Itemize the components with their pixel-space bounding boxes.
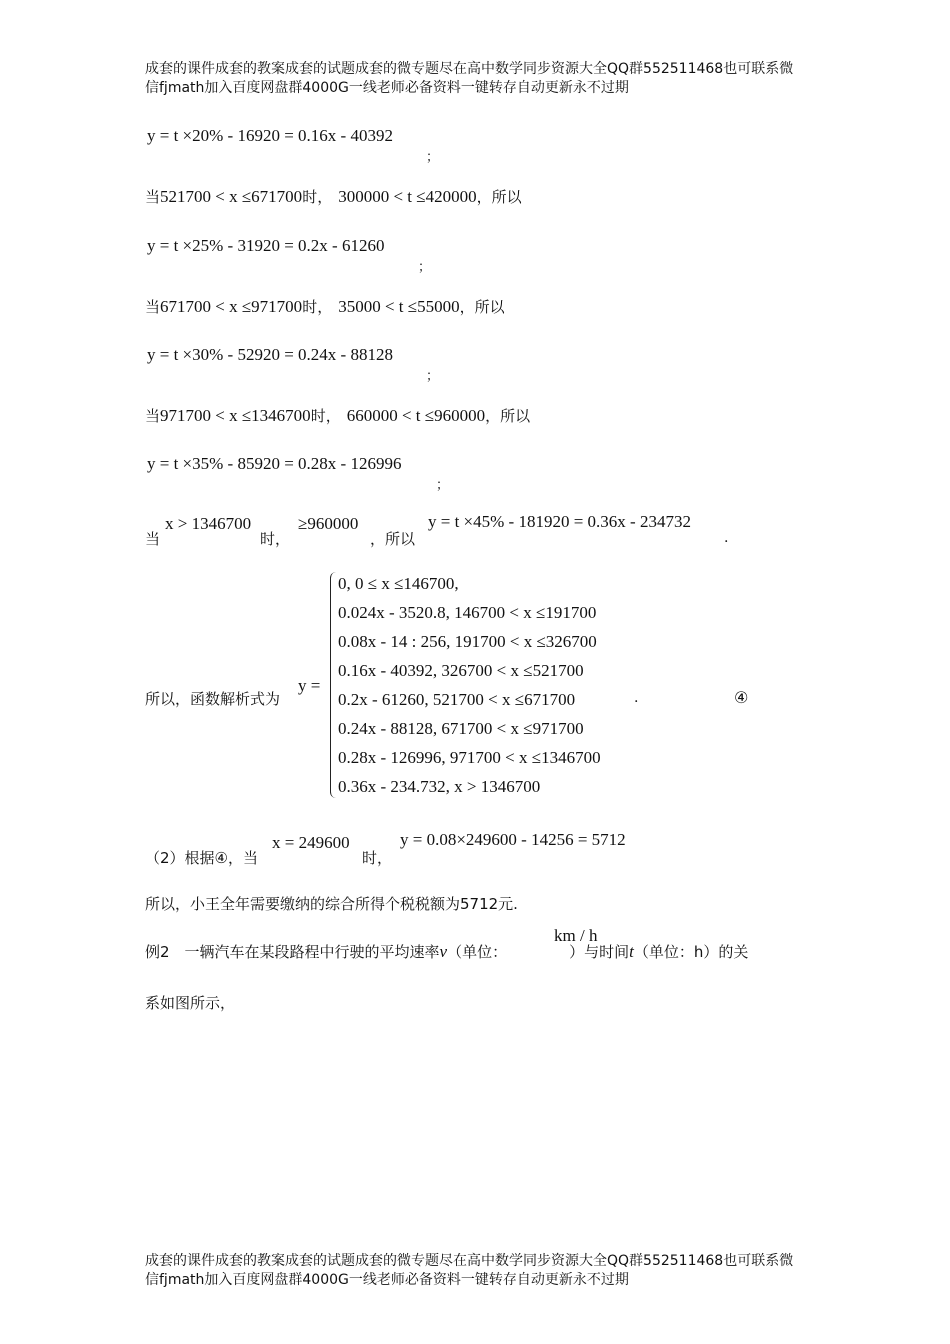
cond3-math2: 35000 < t ≤55000 xyxy=(338,297,460,316)
page-footer xyxy=(145,1252,815,1290)
cond2-prefix: 当 xyxy=(145,188,161,206)
part2-math: x = 249600 xyxy=(272,833,350,852)
cond3-suffix: ，所以 xyxy=(459,298,505,316)
equation-3: y = t ×30% - 52920 = 0.24x - 88128 xyxy=(147,345,393,364)
condition-3 xyxy=(145,296,505,317)
ex2-text-c: ）与时间 xyxy=(569,943,630,961)
cond2-mid: 时， xyxy=(302,188,333,206)
example-2-line-2: 系如图所示， xyxy=(145,994,236,1012)
cond2-suffix: ，所以 xyxy=(476,188,522,206)
piecewise-case-8: 0.36x - 234.732, x > 1346700 xyxy=(338,777,541,796)
piecewise-case-1: 0, 0 ≤ x ≤146700, xyxy=(338,574,459,593)
piecewise-case-7: 0.28x - 126996, 971700 < x ≤1346700 xyxy=(338,748,601,767)
condition-4 xyxy=(145,405,530,426)
footer-line-1: 成套的课件成套的教案成套的试题成套的微专题尽在高中数学同步资源大全QQ群552511468也可联系微 xyxy=(145,1253,794,1269)
piecewise-case-6: 0.24x - 88128, 671700 < x ≤971700 xyxy=(338,719,584,738)
cond5-mid: 时， xyxy=(260,530,291,548)
cond4-prefix: 当 xyxy=(145,407,161,425)
semicolon-4: ； xyxy=(436,478,450,493)
header-line-2: 信fjmath加入百度网盘群4000G一线老师必备资料一键转存自动更新永不过期 xyxy=(145,80,629,96)
cond5-math: x > 1346700 xyxy=(165,514,252,533)
part2-prefix: （2）根据④，当 xyxy=(145,849,258,867)
piecewise-case-5: 0.2x - 61260, 521700 < x ≤671700 xyxy=(338,690,576,709)
example-2-line-1 xyxy=(145,941,748,962)
semicolon-2: ； xyxy=(418,260,432,275)
ex2-v: v xyxy=(439,942,448,961)
conclusion: 所以，小王全年需要缴纳的综合所得个税税额为5712元. xyxy=(145,895,518,913)
circled-number-4: ④ xyxy=(734,688,749,707)
piecewise-function xyxy=(330,572,650,802)
semicolon-3: ； xyxy=(426,369,440,384)
cond5-math2: ≥960000 xyxy=(298,514,359,533)
equation-2: y = t ×25% - 31920 = 0.2x - 61260 xyxy=(147,236,385,255)
piecewise-case-3: 0.08x - 14 : 256, 191700 < x ≤326700 xyxy=(338,632,597,651)
cond4-math2: 660000 < t ≤960000 xyxy=(346,406,486,425)
page-header xyxy=(145,60,815,98)
cond4-suffix: ，所以 xyxy=(485,407,531,425)
ex2-text-b: （单位： xyxy=(447,943,508,961)
cond5-suffix: ，所以 xyxy=(370,530,416,548)
piecewise-case-4: 0.16x - 40392, 326700 < x ≤521700 xyxy=(338,661,584,680)
cond4-math: 971700 < x ≤1346700 xyxy=(160,406,311,425)
ex2-text-d: （单位：h）的关 xyxy=(633,943,749,961)
left-brace xyxy=(330,572,337,798)
ex2-t: t xyxy=(629,942,634,961)
ex2-text-a: 例2 一辆汽车在某段路程中行驶的平均速率 xyxy=(145,943,440,961)
cond5-prefix: 当 xyxy=(145,530,161,548)
cond5-equation: y = t ×45% - 181920 = 0.36x - 234732 xyxy=(428,512,691,531)
piecewise-case-2: 0.024x - 3520.8, 146700 < x ≤191700 xyxy=(338,603,597,622)
part2-equation: y = 0.08×249600 - 14256 = 5712 xyxy=(400,830,626,849)
header-line-1: 成套的课件成套的教案成套的试题成套的微专题尽在高中数学同步资源大全QQ群552511468也可联系微 xyxy=(145,61,794,77)
cond3-prefix: 当 xyxy=(145,298,161,316)
cond3-mid: 时， xyxy=(302,298,333,316)
semicolon-1: ； xyxy=(426,150,440,165)
cond2-math2: 300000 < t ≤420000 xyxy=(338,187,477,206)
condition-2 xyxy=(145,186,522,207)
equation-1: y = t ×20% - 16920 = 0.16x - 40392 xyxy=(147,126,393,145)
part2-mid: 时， xyxy=(362,849,393,867)
piecewise-dot: . xyxy=(634,690,639,706)
piecewise-lhs: y = xyxy=(298,676,321,695)
equation-4: y = t ×35% - 85920 = 0.28x - 126996 xyxy=(147,454,402,473)
cond3-math: 671700 < x ≤971700 xyxy=(160,297,303,316)
cond5-end: . xyxy=(724,530,729,546)
footer-line-2: 信fjmath加入百度网盘群4000G一线老师必备资料一键转存自动更新永不过期 xyxy=(145,1272,629,1288)
cond2-math: 521700 < x ≤671700 xyxy=(160,187,303,206)
piecewise-intro: 所以，函数解析式为 xyxy=(145,690,281,708)
ex2-unit: km / h xyxy=(554,926,598,945)
cond4-mid: 时， xyxy=(310,407,341,425)
